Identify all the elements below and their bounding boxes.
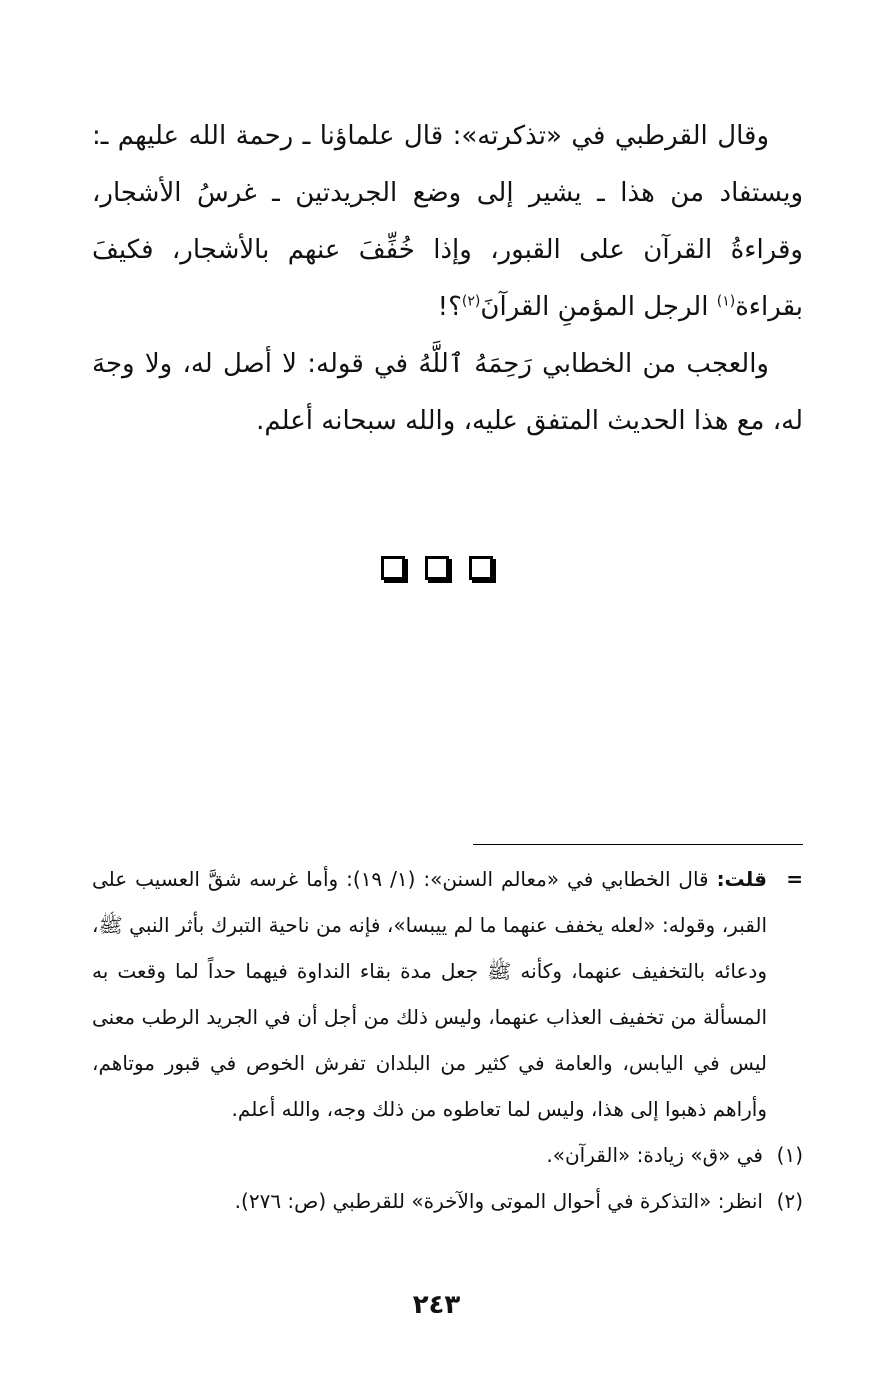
footnote-1 — [92, 1132, 803, 1178]
main-text — [92, 108, 803, 450]
footnote-ref-1[interactable]: (١) — [716, 293, 736, 310]
section-divider-ornament — [0, 556, 873, 586]
footnote-number: (٢) — [776, 1189, 803, 1213]
continuation-mark: = — [786, 867, 803, 891]
footnote-separator — [473, 844, 803, 845]
footnote-number: (١) — [776, 1143, 803, 1167]
square-ornament-icon — [469, 556, 493, 580]
footnote-ref-2[interactable]: (٢) — [461, 293, 481, 310]
footnotes — [92, 856, 803, 1224]
continuation-text: قال الخطابي في «معالم السنن»: (١/ ١٩): وأما غرسه شقَّ العسيب على القبر، وقوله: «لعله يخفف عنهما ما لم ييبسا»، فإنه من ناحية التبرك بأثر النبي ﷺ، ودعائه بالتخفيف عنهما، وكأنه ﷺ جعل مدة بقاء النداوة فيهما حداً لما وقعت به المسألة من تخفيف العذاب عنهما، وليس ذلك من أجل أن في الجريد الرطب معنى ليس في اليابس، والعامة في كثير من البلدان تفرش الخوص في قبور موتاهم، وأراهم ذهبوا إلى هذا، وليس لما تعاطوه من ذلك وجه، والله أعلم. — [92, 867, 767, 1121]
footnote-text: انظر: «التذكرة في أحوال الموتى والآخرة» للقرطبي (ص: ٢٧٦). — [234, 1189, 763, 1213]
paragraph-1: وقال القرطبي في «تذكرته»: قال علماؤنا ـ رحمة الله عليهم ـ: ويستفاد من هذا ـ يشير إلى وضع الجريدتين ـ غرسُ الأشجار، وقراءةُ القرآن على القبور، وإذا خُفِّفَ عنهم بالأشجار، فكيفَ بقراءة$^{(١)}$ الرجل المؤمنِ القرآنَ$^{(٢)}$؟! — [92, 121, 803, 322]
footnote-continuation — [92, 856, 803, 1132]
square-ornament-icon — [381, 556, 405, 580]
page-number: ٢٤٣ — [412, 1290, 461, 1320]
square-ornament-icon — [425, 556, 449, 580]
footnote-2 — [92, 1178, 803, 1224]
footnote-text: في «ق» زيادة: «القرآن». — [546, 1143, 763, 1167]
paragraph-2: والعجب من الخطابي رَحِمَهُ ٱللَّهُ في قوله: لا أصل له، ولا وجهَ له، مع هذا الحديث المتفق عليه، والله سبحانه أعلم. — [92, 349, 803, 436]
continuation-lead: قلت: — [716, 867, 767, 891]
